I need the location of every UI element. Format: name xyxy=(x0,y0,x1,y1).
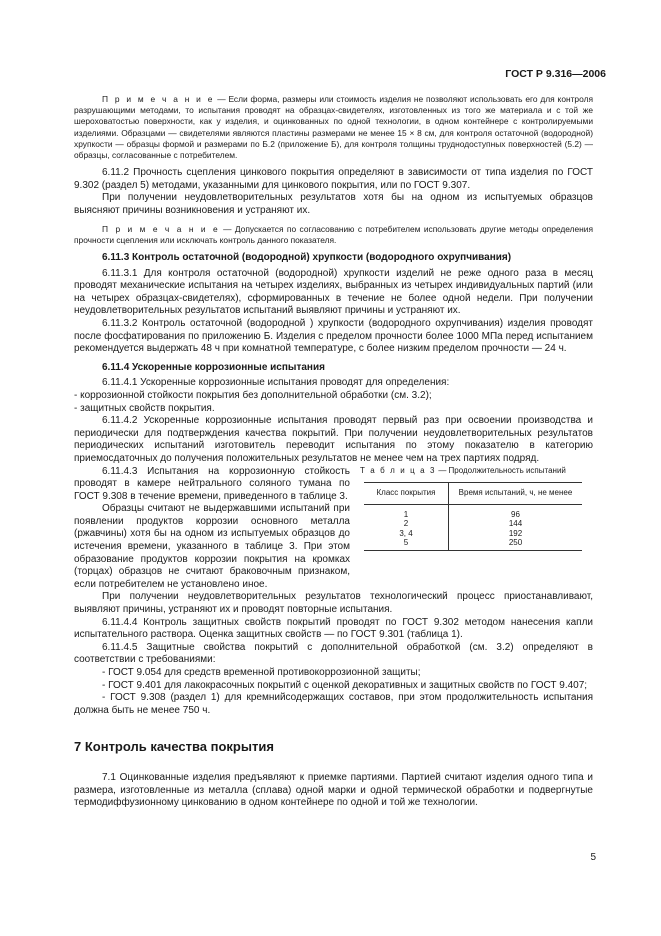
table-cell-time: 144 xyxy=(508,519,523,529)
table-row xyxy=(364,538,582,550)
paragraph-6-11-2: 6.11.2 Прочность сцепления цинкового покрытия определяют в зависимости от типа изделия по ГОСТ 9.302 (раздел 5) методами, указанными для цинкового покрытия, или по ГОСТ 9.307. xyxy=(74,167,593,191)
table-cell-time: 192 xyxy=(508,528,523,538)
list-item: - защитных свойств покрытия. xyxy=(74,402,215,414)
note-1 xyxy=(74,94,593,161)
table-header-time: Время испытаний, ч, не менее xyxy=(449,483,583,505)
table-cell-class: 2 xyxy=(364,519,449,529)
table-cell-class: 1 xyxy=(364,504,449,519)
table-section xyxy=(74,466,593,592)
table-header-class: Класс покрытия xyxy=(364,483,449,505)
paragraph-6-11-4-1: 6.11.4.1 Ускоренные коррозионные испытания проводят для определения: xyxy=(102,377,450,389)
paragraph-6-11-4-3-c: При получении неудовлетворительных результатов технологический процесс приостанавливают, выявляют причины, устраняют их и проводят повторные испытания. xyxy=(74,591,593,616)
list-item: - ГОСТ 9.054 для средств временной противокоррозионной защиты; xyxy=(102,667,421,678)
table-caption-text: — Продолжительность испытаний xyxy=(436,465,566,475)
paragraph-6-11-3-2: 6.11.3.2 Контроль остаточной (водородной ) хрупкости (водородного охрупчивания) изделия проводят после фосфатирования по приложению Б. Изделия с пределом прочности более 1000 МПа перед испытанием рекомендуется выдержать 48 ч при комнатной температуре, с более низким пределом прочности — 24 ч. xyxy=(74,317,593,355)
document-body xyxy=(74,88,593,810)
paragraph-6-11-4-2: 6.11.4.2 Ускоренные коррозионные испытания проводят первый раз при освоении производства и периодически для подтверждения качества покрытий. При получении неудовлетворительных результатов периодических испытаний изготовитель переводит испытания по этому показателю в категорию приемосдаточных до получения положительных результатов не менее чем на трех партиях подряд. xyxy=(74,415,593,464)
paragraph-6-11-2-b: При получении неудовлетворительных результатов хотя бы на одном из испытуемых образцов выясняют причины возникновения и устраняют их. xyxy=(74,192,593,216)
table xyxy=(364,482,582,551)
table-header-row xyxy=(364,483,582,505)
page-number: 5 xyxy=(590,852,596,863)
table-row xyxy=(364,519,582,529)
table-cell-time: 96 xyxy=(511,509,520,519)
list-item: - коррозионной стойкости покрытия без дополнительной обработки (см. 3.2); xyxy=(74,389,432,401)
table-cell-class: 5 xyxy=(364,538,449,550)
heading-6-11-3: 6.11.3 Контроль остаточной (водородной) хрупкости (водородного охрупчивания) xyxy=(102,252,512,263)
note-text: — Допускается по согласованию с потребителем использовать другие методы определения прочности сцепления или исключать контроль данного показателя. xyxy=(74,223,593,245)
table-caption-label: Т а б л и ц а 3 xyxy=(360,465,437,475)
table-side-text xyxy=(74,466,350,592)
document-code: ГОСТ Р 9.316—2006 xyxy=(505,68,606,80)
list-item: - ГОСТ 9.401 для лакокрасочных покрытий с оценкой декоративных и защитных свойств по ГОСТ 9.407; xyxy=(102,679,588,691)
paragraph-6-11-3-1: 6.11.3.1 Для контроля остаточной (водородной) хрупкости изделий не реже одного раза в месяц проводят механические испытания на четырех изделиях, выбранных из четырех индивидуальных партий (или на четырех образцах-свидетелях), сформированных в течение не более одной недели. При получении неудовлетворительных результатов испытаний выявляют причины и устраняют их. xyxy=(74,267,593,317)
paragraph-6-11-4-3: 6.11.4.3 Испытания на коррозионную стойкость проводят в камере нейтрального соляного тумана по ГОСТ 9.308 в течение времени, приведенного в таблице 3. xyxy=(74,465,350,502)
heading-6-11-4: 6.11.4 Ускоренные коррозионные испытания xyxy=(102,361,325,373)
table-3 xyxy=(360,466,593,551)
table-row xyxy=(364,529,582,539)
note-2 xyxy=(74,224,593,246)
table-caption xyxy=(360,466,593,477)
note-text: — Если форма, размеры или стоимость изделия не позволяют использовать его для контроля разрушающими методами, то испытания проводят на образцах-свидетелях, изготовленных из того же материала и с той же шероховатостью поверхности, как у изделия, и оцинкованных по одной технологии, в одном контейнере с контролируемыми изделиями. Образцами — свидетелями являются пластины размерами не менее 15 × 8 см, для контроля остаточной (водородной) хрупкости — образцы формой и размерами по Б.2 (приложение Б), для контроля толщины труднодоступных поверхностей (5.2) — образцы, согласованные с потребителем. xyxy=(74,94,593,161)
paragraph-7-1: 7.1 Оцинкованные изделия предъявляют к приемке партиями. Партией считают изделия одного типа и размера, изготовленные из металла (сплава) одной марки и одной термической обработки и подвергнутые термодиффузионному цинкованию в одном контейнере по одной и той же технологии. xyxy=(74,771,593,809)
note-label: П р и м е ч а н и е xyxy=(102,94,215,104)
note-label: П р и м е ч а н и е xyxy=(102,223,220,234)
table-row xyxy=(364,504,582,519)
section-7-heading: 7 Контроль качества покрытия xyxy=(74,739,274,755)
paragraph-6-11-4-5: 6.11.4.5 Защитные свойства покрытий с дополнительной обработкой (см. 3.2) определяют в соответствии с требованиями: xyxy=(74,641,593,666)
table-cell-time: 250 xyxy=(449,538,583,550)
table-cell-class: 3, 4 xyxy=(364,529,449,539)
paragraph-6-11-4-4: 6.11.4.4 Контроль защитных свойств покрытий проводят по ГОСТ 9.302 методом нанесения капли испытательного раствора. Оценка защитных свойств — по ГОСТ 9.301 (таблица 1). xyxy=(74,616,593,641)
paragraph-6-11-4-3-b: Образцы считают не выдержавшими испытаний при появлении продуктов коррозии основного металла (ржавчины) хотя бы на одном из испытуемых образцов до истечения времени, указанного в таблице 3. При этом образование продуктов коррозии покрытия на кромках (торцах) образцов не считают браковочным признаком, если потребителем не установлено иное. xyxy=(74,503,350,590)
list-item: - ГОСТ 9.308 (раздел 1) для кремнийсодержащих составов, при этом продолжительность испытания должна быть не менее 750 ч. xyxy=(74,692,593,716)
